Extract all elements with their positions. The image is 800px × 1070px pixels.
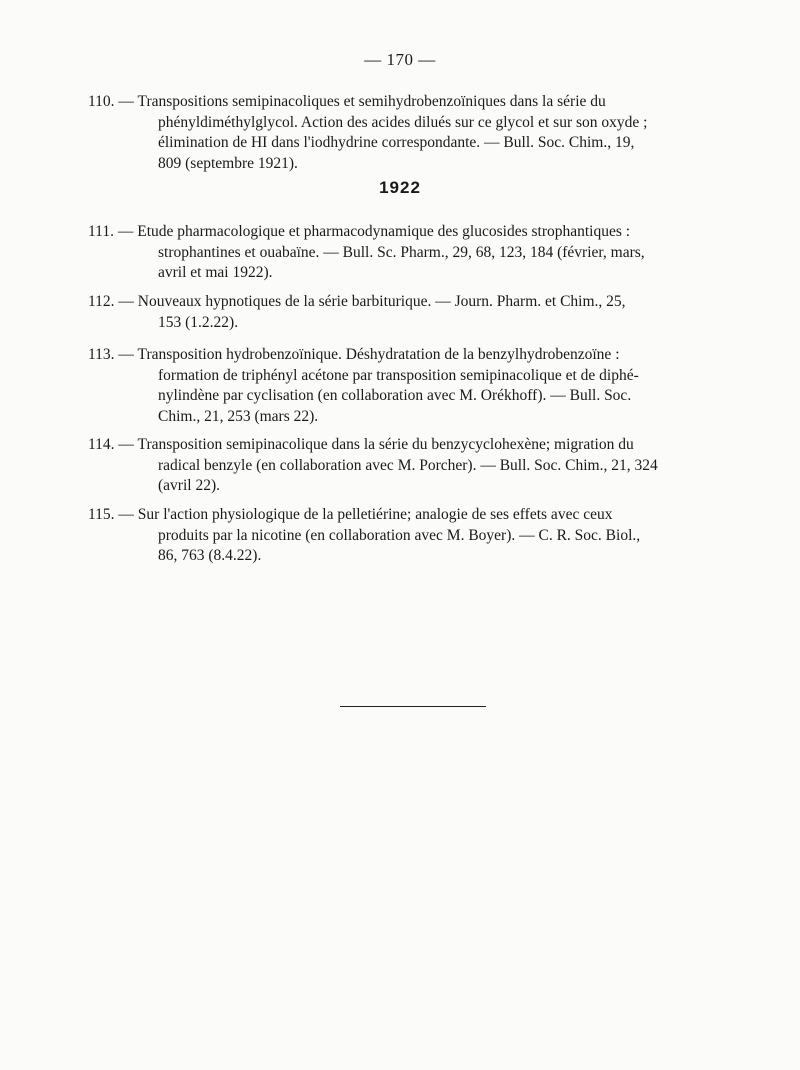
bibliography-entry-115 <box>88 505 726 567</box>
entry-line: Chim., 21, 253 (mars 22). <box>158 407 319 425</box>
entry-line: produits par la nicotine (en collaboration avec M. Boyer). — C. R. Soc. Biol., <box>158 526 641 544</box>
entry-line: avril et mai 1922). <box>158 264 273 281</box>
bibliography-entry-113 <box>88 345 726 427</box>
entry-line: (avril 22). <box>158 477 220 494</box>
page-number: — 170 — <box>364 50 436 69</box>
bibliography-entry-114 <box>88 435 726 497</box>
year-heading: 1922 <box>379 178 421 197</box>
entry-line: nylindène par cyclisation (en collaboration avec M. Orékhoff). — Bull. Soc. <box>158 387 632 404</box>
entry-line: 115. — Sur l'action physiologique de la pelletiérine; analogie de ses effets avec ceux <box>88 506 613 523</box>
entry-line: radical benzyle (en collaboration avec M. Porcher). — Bull. Soc. Chim., 21, 324 <box>158 456 658 474</box>
entry-line: strophantines et ouabaïne. — Bull. Sc. Pharm., 29, 68, 123, 184 (février, mars, <box>158 243 645 261</box>
entry-line: 111. — Etude pharmacologique et pharmacodynamique des glucosides strophantiques : <box>88 223 631 240</box>
entry-line: 114. — Transposition semipinacolique dans la série du benzycyclohexène; migration du <box>88 436 634 453</box>
bibliography-entry-112 <box>88 292 726 333</box>
bibliography-entry-110 <box>88 92 726 174</box>
entry-line: 113. — Transposition hydrobenzoïnique. Déshydratation de la benzylhydrobenzoïne : <box>88 346 620 363</box>
bibliography-entry-111 <box>88 222 726 284</box>
entry-line: 86, 763 (8.4.22). <box>158 547 262 564</box>
entry-line: élimination de HI dans l'iodhydrine correspondante. — Bull. Soc. Chim., 19, <box>158 134 635 151</box>
entry-line: 153 (1.2.22). <box>158 313 239 331</box>
section-end-rule <box>340 706 486 707</box>
entry-line: formation de triphényl acétone par transposition semipinacolique et de diphé- <box>158 366 639 384</box>
entry-line: phényldiméthylglycol. Action des acides dilués sur ce glycol et sur son oxyde ; <box>158 113 648 131</box>
entry-line: 110. — Transpositions semipinacoliques et semihydrobenzoïniques dans la série du <box>88 93 606 110</box>
entry-line: 809 (septembre 1921). <box>158 154 298 172</box>
entry-line: 112. — Nouveaux hypnotiques de la série barbiturique. — Journ. Pharm. et Chim., 25, <box>88 293 626 310</box>
